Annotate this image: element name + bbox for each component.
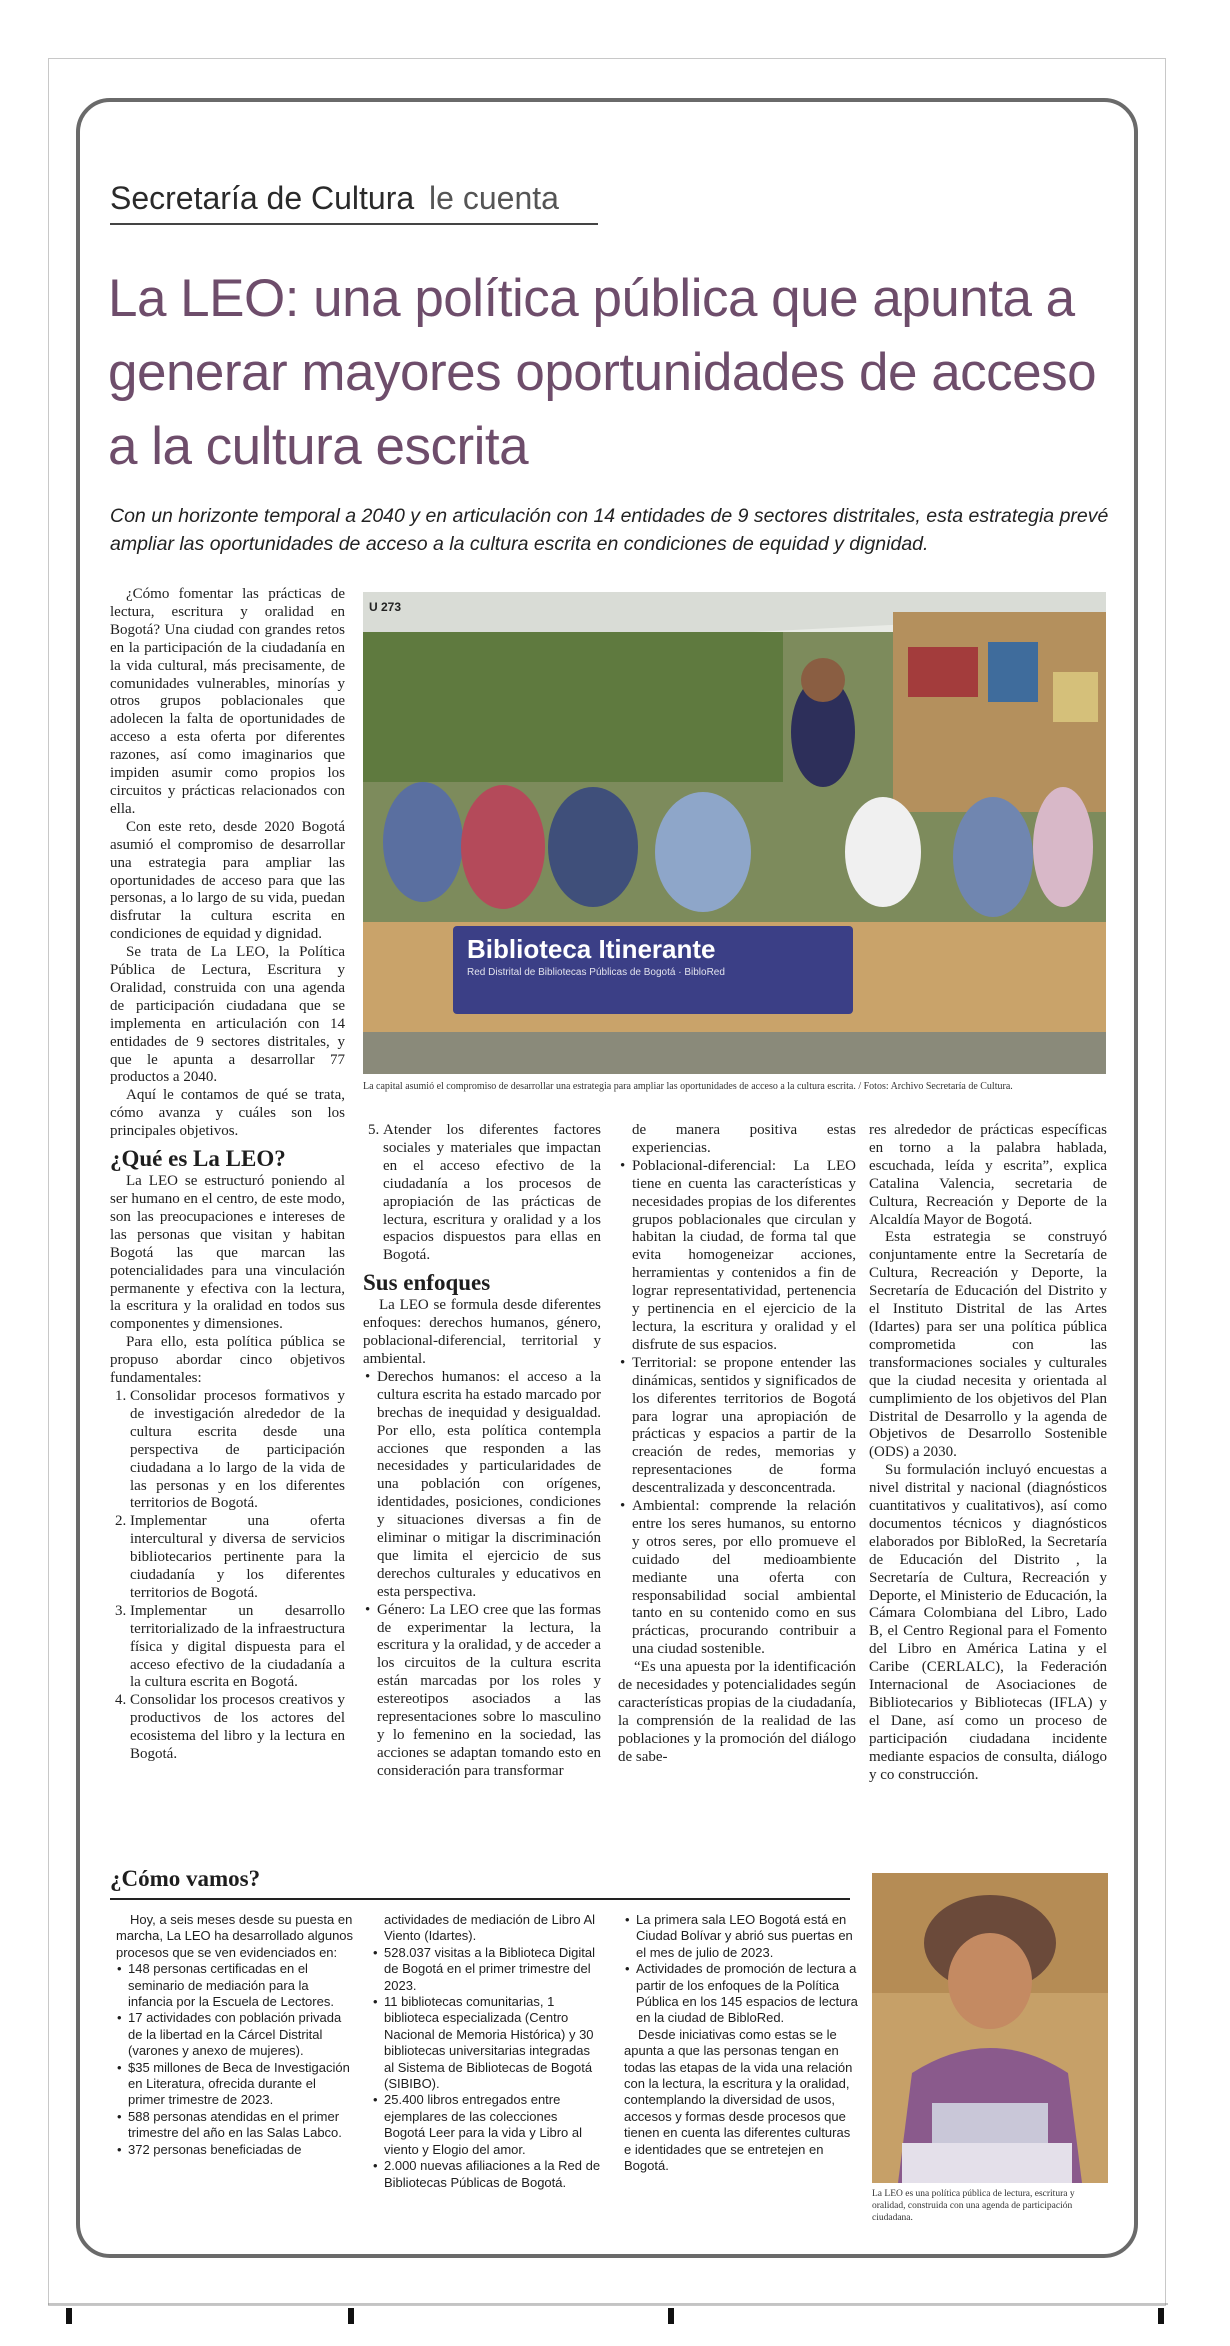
approach-item: • Género: La LEO cree que las formas de experimentar la lectura, la escritura y la oralidad, y de acceder a los circuitos de la cultura escrita están marcadas por los roles y estereotipos asociados a las representaciones sobre lo masculino y lo femenino en la sociedad, las acciones se adaptan tomando esto en consideración para transformar — [377, 1602, 601, 1781]
progress-item: • 588 personas atendidas en el primer trimestre del año en las Salas Labco. — [128, 2109, 356, 2142]
library-photo — [363, 592, 1106, 1074]
section-name: Secretaría de Cultura — [110, 180, 415, 216]
paragraph: Aquí le contamos de qué se trata, cómo avanza y cuáles son los principales objetivos. — [110, 1087, 345, 1140]
banner-title: Biblioteca Itinerante — [467, 934, 716, 964]
paragraph: Para ello, esta política pública se propuso abordar cinco objetivos fundamentales: — [110, 1334, 345, 1387]
paragraph: Con este reto, desde 2020 Bogotá asumió el compromiso de desarrollar una estrategia para ampliar las oportunidades de acceso para que las personas, a lo largo de su vida, puedan disfrutar la cultura escrita en condiciones de equidad y dignidad. — [110, 818, 345, 943]
quote-paragraph: “Es una apuesta por la identificación de necesidades y potencialidades según características propias de la ciudadanía, la comprensión de la realidad de las poblaciones y la promoción del diálogo de sabe- — [618, 1659, 856, 1765]
crop-marks — [48, 2296, 1168, 2326]
approach-item: • Ambiental: comprende la relación entre los seres humanos, su entorno y otros seres, por ello promueve el cuidado del medioambiente mediante una oferta con responsabilidad social ambiental tanto en su contenido como en sus prácticas, procurando contribuir a una ciudad sostenible. — [632, 1498, 856, 1659]
banner-subtitle: Red Distrital de Bibliotecas Públicas de Bogotá · BibloRed — [467, 967, 725, 978]
paragraph: La LEO se estructuró poniendo al ser humano en el centro, de este modo, son las preocupaciones e intereses de las personas que visitan y habitan Bogotá las que marcan las potencialidades para una vinculación permanente y efectiva con la lectura, la escritura y la oralidad en todos sus componentes y dimensiones. — [110, 1173, 345, 1333]
paragraph: actividades de mediación de Libro Al Viento (Idartes). — [384, 1912, 596, 1944]
como-vamos-column-3 — [624, 1912, 860, 2175]
photo-caption: La capital asumió el compromiso de desarrollar una estrategia para ampliar las oportunidades de acceso a la cultura escrita. / Fotos: Archivo Secretaría de Cultura. — [363, 1081, 1013, 1092]
objective-item: 1. Consolidar procesos formativos y de investigación alrededor de la cultura escrita desde una perspectiva de participación ciudadana a lo largo de la vida de las personas y en los diferentes territorios de Bogotá. — [130, 1388, 345, 1513]
paragraph: de manera positiva estas experiencias. — [632, 1122, 856, 1156]
progress-item: • 528.037 visitas a la Biblioteca Digital de Bogotá en el primer trimestre del 2023. — [384, 1945, 602, 1994]
paragraph: Hoy, a seis meses desde su puesta en marcha, La LEO ha desarrollado algunos procesos que se ven evidenciados en: — [116, 1912, 354, 1960]
objective-item: 3. Implementar un desarrollo territorializado de la infraestructura física y digital dispuesta para el acceso efectivo de la ciudadanía a la cultura escrita en Bogotá. — [130, 1603, 345, 1693]
como-vamos-column-1 — [116, 1912, 356, 2158]
objectives-list-cont — [363, 1122, 601, 1265]
progress-item: • 11 bibliotecas comunitarias, 1 biblioteca especializada (Centro Nacional de Memoria Histórica) y 30 bibliotecas universitarias integradas al Sistema de Bibliotecas de Bogotá (SIBIBO). — [384, 1994, 602, 2092]
objective-item: 4. Consolidar los procesos creativos y productivos de los actores del ecosistema del libro y la lectura en Bogotá. — [130, 1692, 345, 1764]
section-header — [110, 180, 598, 225]
progress-item: • 25.400 libros entregados entre ejemplares de las colecciones Bogotá Leer para la vida y Libro al viento y Elogio del amor. — [384, 2092, 602, 2158]
objectives-list — [110, 1388, 345, 1764]
approaches-list-cont — [618, 1158, 856, 1659]
progress-list — [116, 1961, 356, 2158]
section-tagline: le cuenta — [429, 180, 559, 216]
banner — [453, 926, 853, 1014]
article-column-2 — [363, 1122, 601, 1781]
sign-code: U 273 — [369, 600, 402, 614]
objective-item: 2. Implementar una oferta intercultural y diversa de servicios bibliotecarios pertinente para la ciudadanía y los diferentes territorios de Bogotá. — [130, 1513, 345, 1603]
article-title: La LEO: una política pública que apunta a generar mayores oportunidades de acceso a la cultura escrita — [108, 269, 1097, 476]
paragraph: La LEO se formula desde diferentes enfoques: derechos humanos, género, poblacional-diferencial, territorial y ambiental. — [363, 1297, 601, 1367]
paragraph: ¿Cómo fomentar las prácticas de lectura, escritura y oralidad en Bogotá? Una ciudad con grandes retos en la participación de la ciudadanía en la vida cultural, más precisamente, de comunidades vulnerables, minorías y otros grupos poblacionales que adolecen la falta de oportunidades de acceso a esta oferta por diferentes razones, así como imaginarios que impiden asumir como propios los circuitos y prácticas relacionados con ella. — [110, 586, 345, 817]
girl-photo-caption: La LEO es una política pública de lectura, escritura y oralidad, construida con una agenda de participación ciudadana. — [872, 2189, 1075, 2223]
progress-list — [624, 1912, 860, 2027]
paragraph: Se trata de La LEO, la Política Pública de Lectura, Escritura y Oralidad, construida con una agenda de participación ciudadana que se implementa en articulación con 14 entidades de 9 sectores distritales, y que le apunta a desarrollar 77 productos a 2040. — [110, 944, 345, 1086]
progress-list — [372, 1945, 602, 2191]
article-column-4 — [869, 1122, 1107, 1785]
approach-item: • Territorial: se propone entender las dinámicas, sentidos y significados de los diferentes territorios de Bogotá para lograr una apropiación de prácticas y espacios a partir de la creación de redes, memorias y representaciones de forma descentralizada y desconcentrada. — [632, 1355, 856, 1498]
como-vamos-title: ¿Cómo vamos? — [110, 1866, 261, 1891]
progress-item: • Actividades de promoción de lectura a partir de los enfoques de la Política Pública en los 145 espacios de lectura en la ciudad de BibloRed. — [636, 1961, 860, 2027]
progress-item: • La primera sala LEO Bogotá está en Ciudad Bolívar y abrió sus puertas en el mes de julio de 2023. — [636, 1912, 860, 1961]
approach-item: • Poblacional-diferencial: La LEO tiene en cuenta las características y necesidades propias de los diferentes grupos poblacionales que circulan y habitan la ciudad, de forma tal que evita homogeneizar acciones, herramientas y contenidos a fin de lograr representatividad, pertenencia y pertinencia en el ejercicio de la lectura, la escritura y oralidad y el disfrute de sus espacios. — [632, 1158, 856, 1355]
subheading-que-es: ¿Qué es La LEO? — [110, 1146, 286, 1172]
paragraph: Su formulación incluyó encuestas a nivel distrital y nacional (diagnósticos cuantitativos y cualitativos), así como documentos técnicos y diagnósticos elaborados por BibloRed, la Secretaría de Educación del Distrito , la Secretaría de Cultura, Recreación y Deporte, el Ministerio de Educación, la Cámara Colombiana del Libro, Lado B, el Centro Regional para el Fomento del Libro en América Latina y el Caribe (CERLALC), la Federación Internacional de Asociaciones de Bibliotecarios y Bibliotecas (IFLA) y el Dane, así como un proceso de participación ciudadana incidente mediante espacios de consulta, diálogo y co construcción. — [869, 1462, 1107, 1783]
progress-item: • $35 millones de Beca de Investigación en Literatura, ofrecida durante el primer trimestre de 2023. — [128, 2060, 356, 2109]
progress-item: • 372 personas beneficiadas de — [128, 2142, 356, 2158]
subheading-enfoques: Sus enfoques — [363, 1270, 491, 1296]
article-deck: Con un horizonte temporal a 2040 y en articulación con 14 entidades de 9 sectores distritales, esta estrategia prevé ampliar las oportunidades de acceso a la cultura escrita en condiciones de equidad y dignidad. — [110, 505, 1109, 555]
como-vamos-column-2 — [372, 1912, 602, 2191]
paragraph: Esta estrategia se construyó conjuntamente entre la Secretaría de Cultura, Recreación y Deporte, la Secretaría de Educación del Distrito y el Instituto Distrital de las Artes (Idartes) para ser una política pública comprometida con las transformaciones sociales y culturales que la ciudad necesita y orientada al cumplimiento de los objetivos del Plan Distrital de Desarrollo y la agenda de Objetivos de Desarrollo Sostenible (ODS) a 2030. — [869, 1229, 1107, 1461]
progress-item: • 17 actividades con población privada de la libertad en la Cárcel Distrital (varones y anexo de mujeres). — [128, 2010, 356, 2059]
como-vamos-rule — [110, 1898, 850, 1900]
girl-reading-photo — [872, 1873, 1108, 2183]
article-column-3 — [618, 1122, 856, 1767]
girl-photo-illustration — [872, 1873, 1108, 2183]
paragraph: res alrededor de prácticas específicas en torno a la palabra hablada, escuchada, leída y escrita”, explica Catalina Valencia, secretaria de Cultura, Recreación y Deporte de la Alcaldía Mayor de Bogotá. — [869, 1122, 1107, 1228]
approaches-list — [363, 1369, 601, 1781]
progress-item: • 148 personas certificadas en el seminario de mediación para la infancia por la Escuela de Lectores. — [128, 1961, 356, 2010]
paragraph: Desde iniciativas como estas se le apunta a que las personas tengan en todas las etapas de la vida una relación con la lectura, la escritura y la oralidad, contemplando la diversidad de usos, accesos y formas desde procesos que tienen en cuenta las diferentes culturas e identidades que se entretejen en Bogotá. — [624, 2026, 853, 2174]
article-column-1 — [110, 586, 345, 1764]
approach-item: • Derechos humanos: el acceso a la cultura escrita ha estado marcado por brechas de inequidad y desigualdad. Por ello, esta política contempla acciones que responden a las necesidades y particularidades de una población con orígenes, identidades, posiciones, condiciones y situaciones diversas a fin de eliminar o mitigar la discriminación que limita el ejercicio de sus derechos culturales y educativos en esta perspectiva. — [377, 1369, 601, 1602]
objective-item: 5. Atender los diferentes factores sociales y materiales que impactan en el acceso efectivo de la ciudadanía a los procesos de apropiación de las prácticas de lectura, escritura y oralidad y a los espacios dispuestos para ellas en Bogotá. — [383, 1122, 601, 1265]
progress-item: • 2.000 nuevas afiliaciones a la Red de Bibliotecas Públicas de Bogotá. — [384, 2158, 602, 2191]
